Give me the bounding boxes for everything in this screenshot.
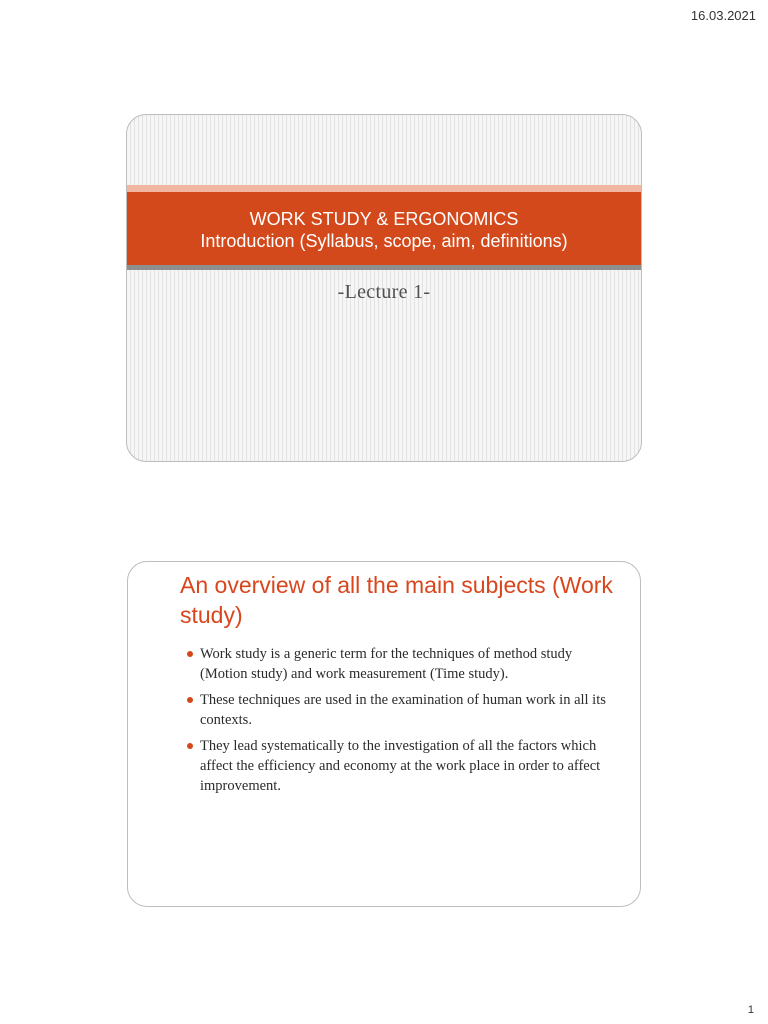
bullet-text: Work study is a generic term for the techniques of method study (Motion study) and work measurement (Time study). [200,646,573,682]
page-date: 16.03.2021 [690,8,756,23]
bullet-text: They lead systematically to the investigation of all the factors which affect the efficiency and economy at the work place in order to affect improvement. [200,738,601,794]
slide-subtitle-text: Introduction (Syllabus, scope, aim, definitions) [200,230,568,251]
bullet-list [200,644,620,802]
bullet-dot-icon [187,651,193,657]
list-item [200,736,620,796]
title-band-highlight [127,185,641,192]
lecture-label: -Lecture 1- [337,281,431,303]
page-number: 1 [747,1004,754,1016]
title-band-shadow [127,265,641,270]
slide-heading: An overview of all the main subjects (Work study) [180,572,613,628]
bullet-dot-icon [187,743,193,749]
title-band [127,192,641,267]
slide-title [126,114,642,462]
bullet-text: These techniques are used in the examination of human work in all its contexts. [200,692,606,728]
bullet-dot-icon [187,697,193,703]
slide-title-text: WORK STUDY & ERGONOMICS [249,208,519,229]
list-item [200,690,620,730]
slide-overview [127,561,641,907]
list-item [200,644,620,684]
